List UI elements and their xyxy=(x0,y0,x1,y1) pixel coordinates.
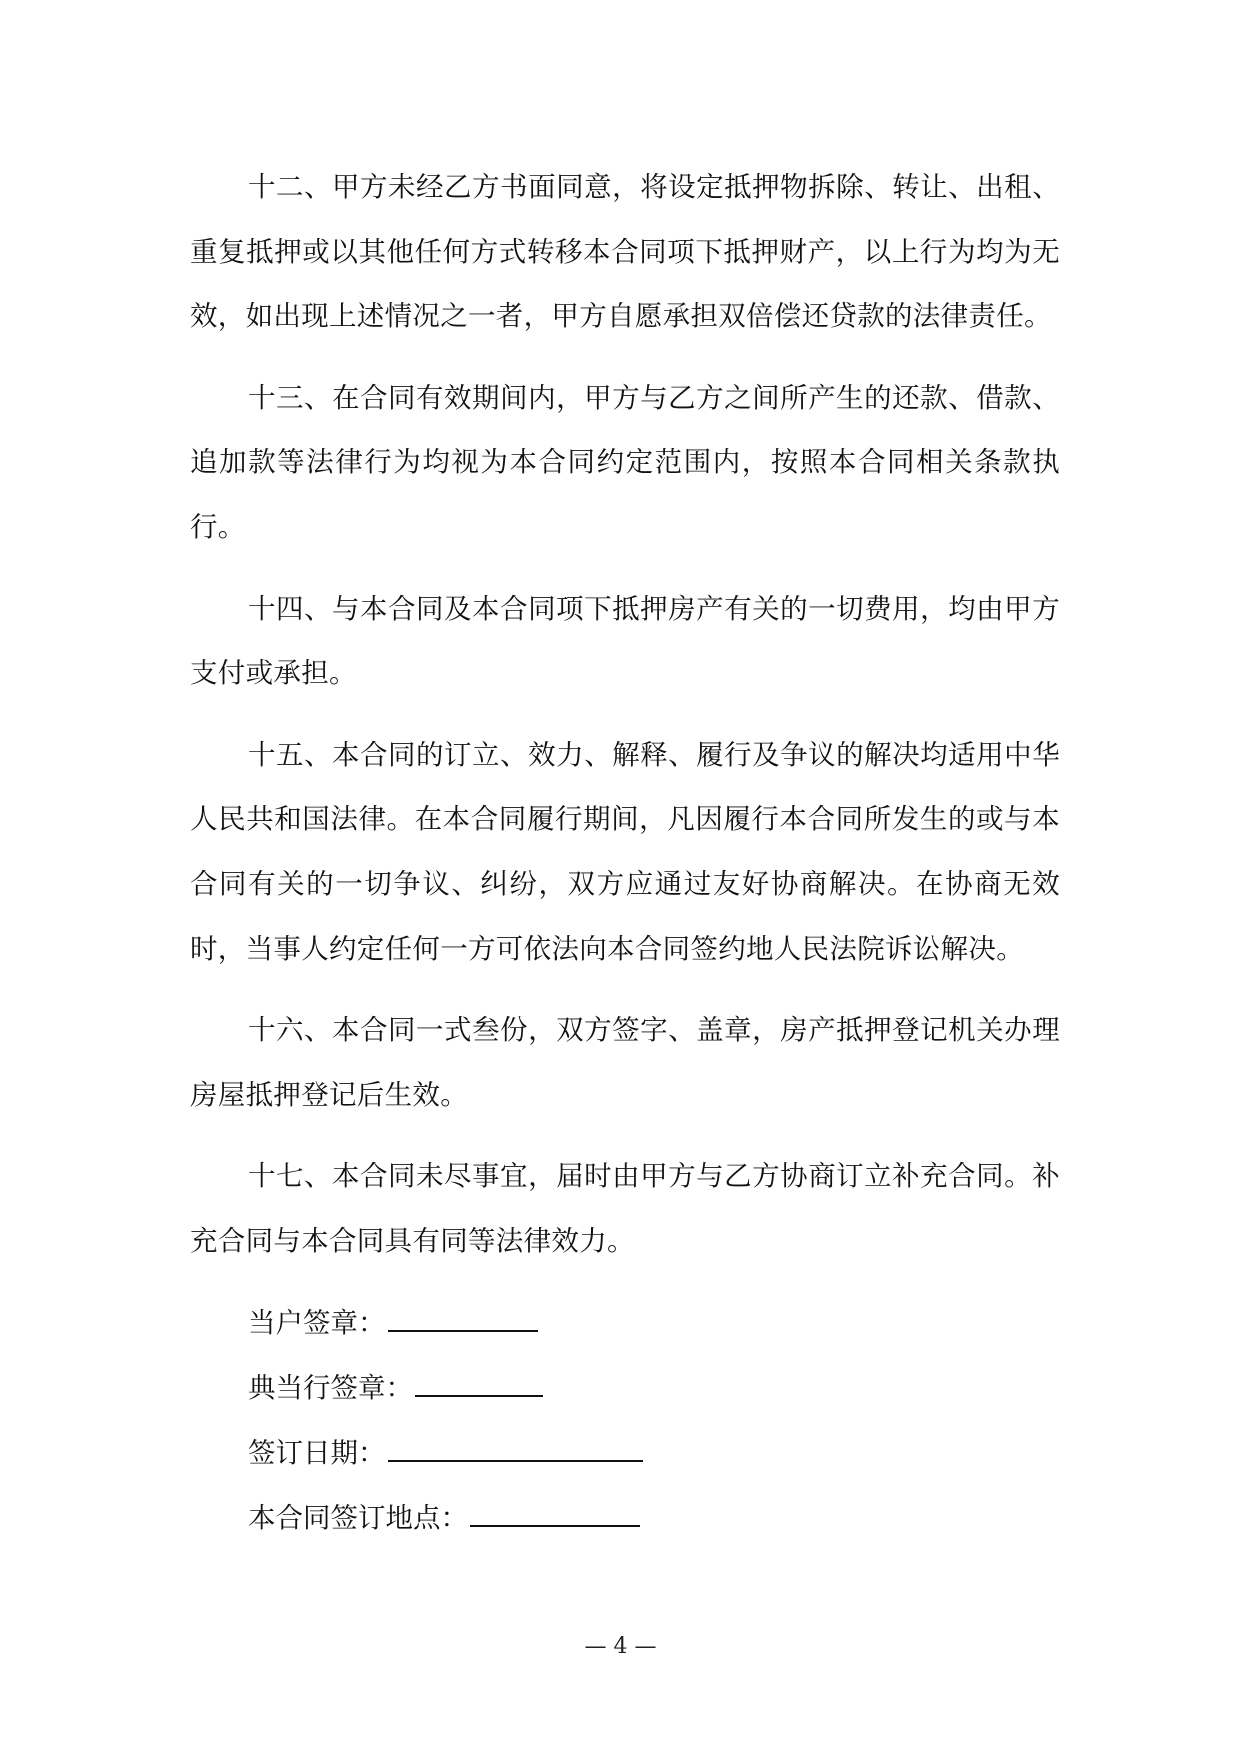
pawner-signature-blank xyxy=(388,1306,538,1332)
clause-14: 十四、与本合同及本合同项下抵押房产有关的一切费用，均由甲方支付或承担。 xyxy=(190,592,1060,690)
signing-date-row xyxy=(190,1421,1060,1486)
clause-12: 十二、甲方未经乙方书面同意，将设定抵押物拆除、转让、出租、重复抵押或以其他任何方式转移本合同项下抵押财产，以上行为均为无效，如出现上述情况之一者，甲方自愿承担双倍偿还贷款的法律责任。 xyxy=(190,171,1060,333)
pawner-signature-row xyxy=(190,1291,1060,1356)
signing-place-label: 本合同签订地点： xyxy=(248,1501,468,1534)
clause-13: 十三、在合同有效期间内，甲方与乙方之间所产生的还款、借款、追加款等法律行为均视为本合同约定范围内，按照本合同相关条款执行。 xyxy=(190,381,1060,543)
clause-16: 十六、本合同一式叁份，双方签字、盖章，房产抵押登记机关办理房屋抵押登记后生效。 xyxy=(190,1014,1060,1111)
signing-date-label: 签订日期： xyxy=(248,1436,386,1469)
pawnshop-signature-label: 典当行签章： xyxy=(248,1371,413,1404)
clause-17: 十七、本合同未尽事宜，届时由甲方与乙方协商订立补充合同。补充合同与本合同具有同等法律效力。 xyxy=(190,1160,1060,1257)
signature-block xyxy=(190,1291,1060,1551)
page-number: — 4 — xyxy=(584,1634,657,1659)
pawnshop-signature-blank xyxy=(415,1371,543,1397)
pawnshop-signature-row xyxy=(190,1356,1060,1421)
signing-place-blank xyxy=(470,1501,640,1527)
signing-place-row xyxy=(190,1486,1060,1551)
pawner-signature-label: 当户签章： xyxy=(248,1306,386,1339)
signing-date-blank xyxy=(388,1436,643,1462)
document-body xyxy=(190,155,1060,1551)
clause-15: 十五、本合同的订立、效力、解释、履行及争议的解决均适用中华人民共和国法律。在本合同履行期间，凡因履行本合同所发生的或与本合同有关的一切争议、纠纷，双方应通过友好协商解决。在协商无效时，当事人约定任何一方可依法向本合同签约地人民法院诉讼解决。 xyxy=(190,738,1060,965)
